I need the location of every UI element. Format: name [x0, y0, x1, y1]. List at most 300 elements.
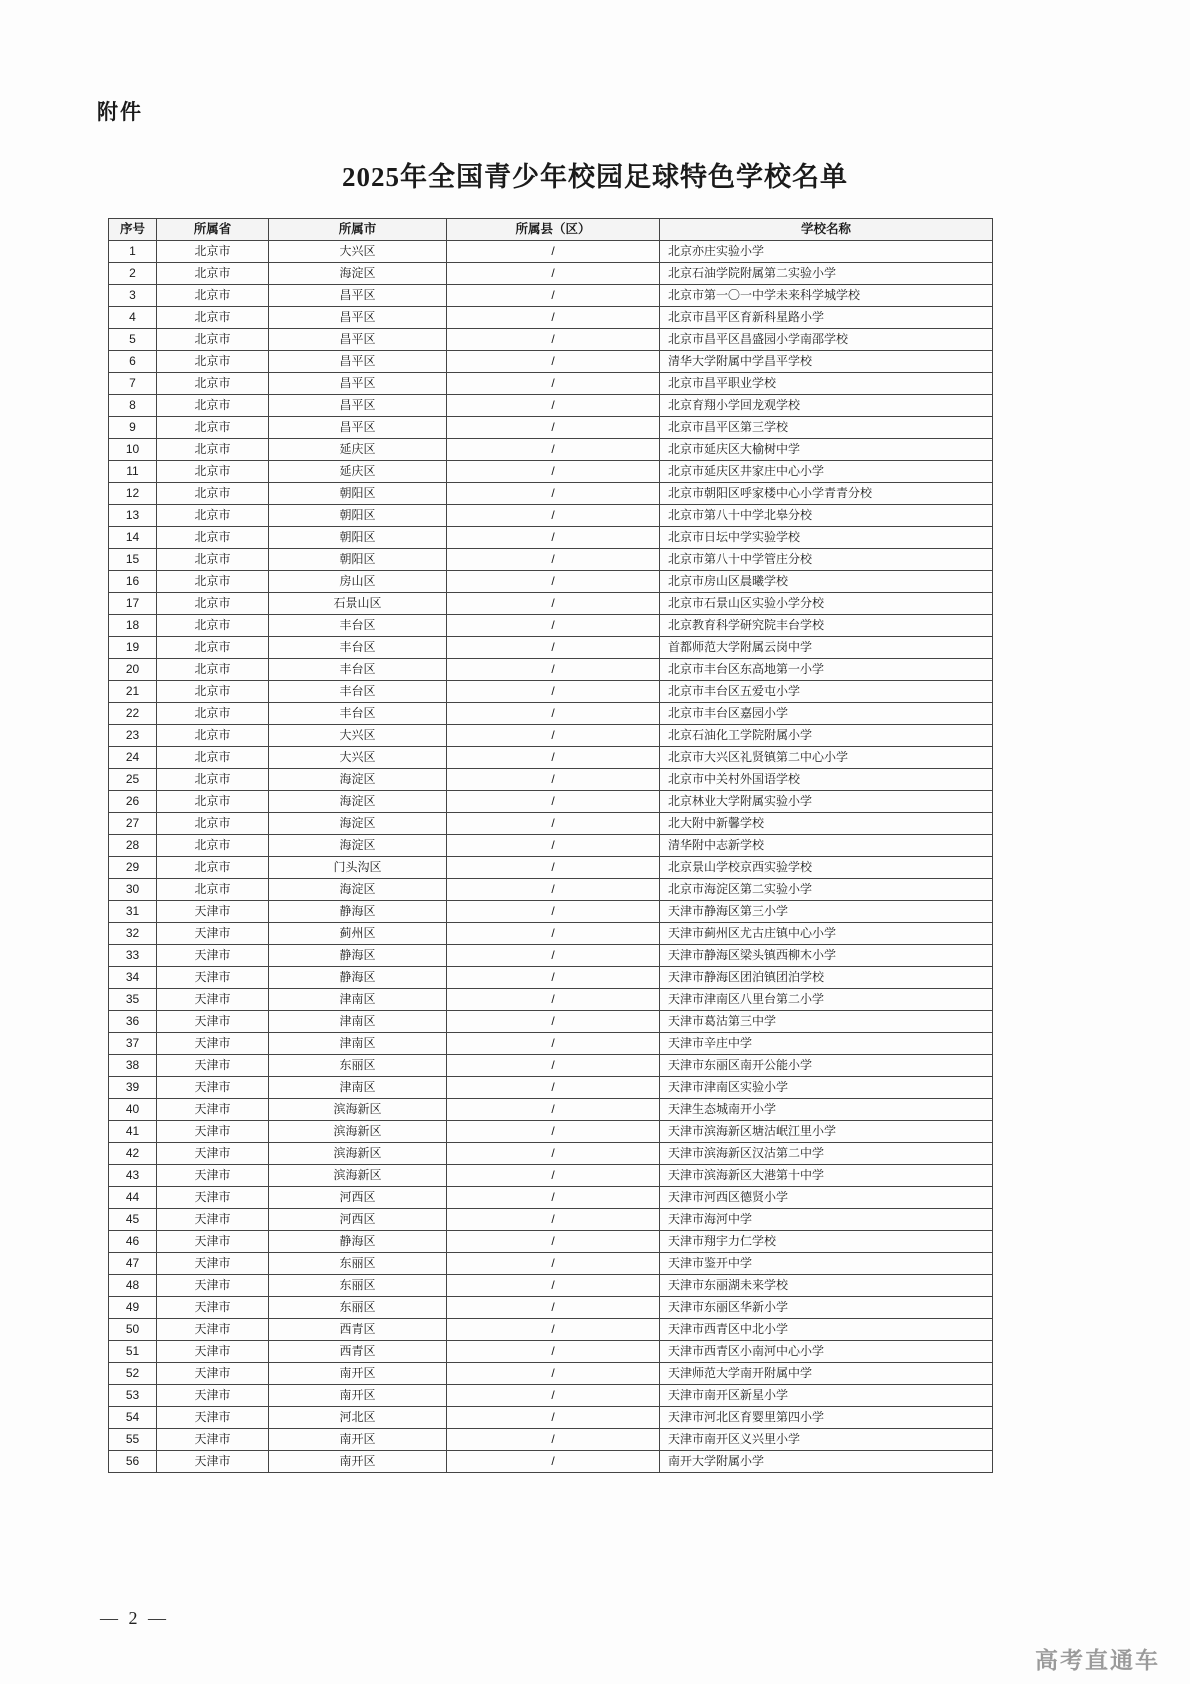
table-row	[109, 725, 993, 747]
row-index: 56	[109, 1451, 157, 1473]
school-name-cell: 天津师范大学南开附属中学	[660, 1363, 993, 1385]
province-cell: 天津市	[157, 967, 269, 989]
county-cell: /	[447, 395, 660, 417]
row-index: 26	[109, 791, 157, 813]
city-cell: 延庆区	[269, 439, 447, 461]
school-name-cell: 天津市静海区梁头镇西柳木小学	[660, 945, 993, 967]
county-cell: /	[447, 1319, 660, 1341]
province-cell: 北京市	[157, 769, 269, 791]
row-index: 16	[109, 571, 157, 593]
row-index: 42	[109, 1143, 157, 1165]
city-cell: 滨海新区	[269, 1165, 447, 1187]
row-index: 50	[109, 1319, 157, 1341]
province-cell: 北京市	[157, 813, 269, 835]
city-cell: 海淀区	[269, 791, 447, 813]
city-cell: 海淀区	[269, 769, 447, 791]
row-index: 34	[109, 967, 157, 989]
city-cell: 南开区	[269, 1385, 447, 1407]
row-index: 37	[109, 1033, 157, 1055]
city-cell: 海淀区	[269, 879, 447, 901]
page-title: 2025年全国青少年校园足球特色学校名单	[342, 162, 848, 192]
table-row	[109, 1143, 993, 1165]
row-index: 39	[109, 1077, 157, 1099]
school-name-cell: 北京市房山区晨曦学校	[660, 571, 993, 593]
school-table	[108, 218, 993, 1473]
row-index: 31	[109, 901, 157, 923]
province-cell: 天津市	[157, 1253, 269, 1275]
county-cell: /	[447, 439, 660, 461]
school-name-cell: 北京市日坛中学实验学校	[660, 527, 993, 549]
county-cell: /	[447, 307, 660, 329]
school-name-cell: 北京市石景山区实验小学分校	[660, 593, 993, 615]
city-cell: 昌平区	[269, 285, 447, 307]
county-cell: /	[447, 1429, 660, 1451]
school-name-cell: 北京市第一〇一中学未来科学城学校	[660, 285, 993, 307]
attachment-label: 附件	[97, 101, 143, 124]
county-cell: /	[447, 1275, 660, 1297]
county-cell: /	[447, 1385, 660, 1407]
county-cell: /	[447, 1099, 660, 1121]
table-row	[109, 1297, 993, 1319]
city-cell: 丰台区	[269, 637, 447, 659]
city-cell: 海淀区	[269, 835, 447, 857]
table-row	[109, 945, 993, 967]
city-cell: 河西区	[269, 1209, 447, 1231]
city-cell: 西青区	[269, 1319, 447, 1341]
city-cell: 东丽区	[269, 1275, 447, 1297]
county-cell: /	[447, 1451, 660, 1473]
county-cell: /	[447, 417, 660, 439]
school-name-cell: 北京市昌平区第三学校	[660, 417, 993, 439]
row-index: 3	[109, 285, 157, 307]
row-index: 19	[109, 637, 157, 659]
province-cell: 天津市	[157, 923, 269, 945]
row-index: 29	[109, 857, 157, 879]
county-cell: /	[447, 1231, 660, 1253]
school-name-cell: 南开大学附属小学	[660, 1451, 993, 1473]
county-cell: /	[447, 1187, 660, 1209]
page-number: — 2 —	[100, 1608, 169, 1628]
school-name-cell: 北京市昌平区育新科星路小学	[660, 307, 993, 329]
school-name-cell: 北京市丰台区五爱屯小学	[660, 681, 993, 703]
row-index: 46	[109, 1231, 157, 1253]
county-cell: /	[447, 835, 660, 857]
school-name-cell: 天津市西青区中北小学	[660, 1319, 993, 1341]
county-cell: /	[447, 285, 660, 307]
province-cell: 天津市	[157, 1407, 269, 1429]
row-index: 28	[109, 835, 157, 857]
school-name-cell: 天津市静海区团泊镇团泊学校	[660, 967, 993, 989]
school-name-cell: 天津市蓟州区尤古庄镇中心小学	[660, 923, 993, 945]
table-row	[109, 747, 993, 769]
school-name-cell: 北京市第八十中学管庄分校	[660, 549, 993, 571]
county-cell: /	[447, 703, 660, 725]
city-cell: 昌平区	[269, 329, 447, 351]
province-cell: 北京市	[157, 725, 269, 747]
county-cell: /	[447, 1121, 660, 1143]
row-index: 24	[109, 747, 157, 769]
county-cell: /	[447, 263, 660, 285]
school-name-cell: 天津市河西区德贤小学	[660, 1187, 993, 1209]
city-cell: 东丽区	[269, 1253, 447, 1275]
table-row	[109, 1099, 993, 1121]
school-name-cell: 首都师范大学附属云岗中学	[660, 637, 993, 659]
county-cell: /	[447, 747, 660, 769]
table-row	[109, 307, 993, 329]
row-index: 55	[109, 1429, 157, 1451]
table-row	[109, 1231, 993, 1253]
province-cell: 北京市	[157, 505, 269, 527]
school-name-cell: 北京市大兴区礼贤镇第二中心小学	[660, 747, 993, 769]
table-row	[109, 1407, 993, 1429]
city-cell: 丰台区	[269, 615, 447, 637]
province-cell: 北京市	[157, 835, 269, 857]
row-index: 23	[109, 725, 157, 747]
school-name-cell: 北京市丰台区东高地第一小学	[660, 659, 993, 681]
county-cell: /	[447, 659, 660, 681]
county-cell: /	[447, 1077, 660, 1099]
province-cell: 北京市	[157, 593, 269, 615]
county-cell: /	[447, 1341, 660, 1363]
city-cell: 静海区	[269, 967, 447, 989]
county-cell: /	[447, 351, 660, 373]
county-cell: /	[447, 373, 660, 395]
column-header-2: 所属市	[269, 219, 447, 241]
city-cell: 门头沟区	[269, 857, 447, 879]
province-cell: 天津市	[157, 1385, 269, 1407]
row-index: 52	[109, 1363, 157, 1385]
province-cell: 天津市	[157, 1363, 269, 1385]
column-header-4: 学校名称	[660, 219, 993, 241]
row-index: 1	[109, 241, 157, 263]
city-cell: 河北区	[269, 1407, 447, 1429]
province-cell: 北京市	[157, 395, 269, 417]
province-cell: 北京市	[157, 329, 269, 351]
province-cell: 北京市	[157, 681, 269, 703]
table-row	[109, 1055, 993, 1077]
province-cell: 北京市	[157, 791, 269, 813]
row-index: 41	[109, 1121, 157, 1143]
table-row	[109, 1011, 993, 1033]
county-cell: /	[447, 923, 660, 945]
county-cell: /	[447, 989, 660, 1011]
table-row	[109, 1341, 993, 1363]
row-index: 10	[109, 439, 157, 461]
province-cell: 北京市	[157, 351, 269, 373]
table-row	[109, 1385, 993, 1407]
table-row	[109, 263, 993, 285]
city-cell: 昌平区	[269, 307, 447, 329]
table-row	[109, 1363, 993, 1385]
row-index: 6	[109, 351, 157, 373]
table-row	[109, 417, 993, 439]
county-cell: /	[447, 769, 660, 791]
table-row	[109, 505, 993, 527]
row-index: 51	[109, 1341, 157, 1363]
county-cell: /	[447, 1297, 660, 1319]
school-name-cell: 北京石油学院附属第二实验小学	[660, 263, 993, 285]
province-cell: 天津市	[157, 1319, 269, 1341]
county-cell: /	[447, 879, 660, 901]
school-name-cell: 天津市东丽湖未来学校	[660, 1275, 993, 1297]
table-row	[109, 527, 993, 549]
county-cell: /	[447, 1143, 660, 1165]
row-index: 38	[109, 1055, 157, 1077]
county-cell: /	[447, 1253, 660, 1275]
school-name-cell: 北京育翔小学回龙观学校	[660, 395, 993, 417]
province-cell: 天津市	[157, 1341, 269, 1363]
province-cell: 北京市	[157, 461, 269, 483]
watermark-text: 高考直通车	[1035, 1647, 1160, 1673]
province-cell: 天津市	[157, 1099, 269, 1121]
table-row	[109, 791, 993, 813]
county-cell: /	[447, 945, 660, 967]
county-cell: /	[447, 1055, 660, 1077]
row-index: 9	[109, 417, 157, 439]
school-name-cell: 天津市辛庄中学	[660, 1033, 993, 1055]
city-cell: 津南区	[269, 1033, 447, 1055]
table-row	[109, 923, 993, 945]
county-cell: /	[447, 549, 660, 571]
row-index: 33	[109, 945, 157, 967]
city-cell: 海淀区	[269, 263, 447, 285]
school-name-cell: 天津市东丽区南开公能小学	[660, 1055, 993, 1077]
province-cell: 天津市	[157, 1231, 269, 1253]
province-cell: 天津市	[157, 901, 269, 923]
county-cell: /	[447, 791, 660, 813]
school-name-cell: 北大附中新馨学校	[660, 813, 993, 835]
city-cell: 东丽区	[269, 1297, 447, 1319]
row-index: 20	[109, 659, 157, 681]
province-cell: 天津市	[157, 1187, 269, 1209]
row-index: 12	[109, 483, 157, 505]
province-cell: 天津市	[157, 1165, 269, 1187]
province-cell: 北京市	[157, 527, 269, 549]
city-cell: 房山区	[269, 571, 447, 593]
table-row	[109, 329, 993, 351]
table-row	[109, 1121, 993, 1143]
county-cell: /	[447, 241, 660, 263]
city-cell: 南开区	[269, 1429, 447, 1451]
table-row	[109, 351, 993, 373]
table-row	[109, 1319, 993, 1341]
school-name-cell: 北京市朝阳区呼家楼中心小学青青分校	[660, 483, 993, 505]
row-index: 25	[109, 769, 157, 791]
table-row	[109, 285, 993, 307]
table-row	[109, 483, 993, 505]
school-name-cell: 北京市丰台区嘉园小学	[660, 703, 993, 725]
row-index: 27	[109, 813, 157, 835]
table-row	[109, 1209, 993, 1231]
table-row	[109, 769, 993, 791]
school-name-cell: 北京市昌平职业学校	[660, 373, 993, 395]
table-row	[109, 703, 993, 725]
province-cell: 北京市	[157, 439, 269, 461]
province-cell: 天津市	[157, 1055, 269, 1077]
province-cell: 北京市	[157, 417, 269, 439]
province-cell: 北京市	[157, 637, 269, 659]
row-index: 45	[109, 1209, 157, 1231]
province-cell: 北京市	[157, 307, 269, 329]
province-cell: 北京市	[157, 857, 269, 879]
city-cell: 丰台区	[269, 703, 447, 725]
row-index: 13	[109, 505, 157, 527]
school-name-cell: 天津市南开区义兴里小学	[660, 1429, 993, 1451]
row-index: 54	[109, 1407, 157, 1429]
city-cell: 昌平区	[269, 395, 447, 417]
school-name-cell: 天津市滨海新区大港第十中学	[660, 1165, 993, 1187]
province-cell: 北京市	[157, 241, 269, 263]
table-row	[109, 681, 993, 703]
province-cell: 北京市	[157, 659, 269, 681]
city-cell: 丰台区	[269, 681, 447, 703]
province-cell: 北京市	[157, 549, 269, 571]
province-cell: 北京市	[157, 615, 269, 637]
province-cell: 天津市	[157, 1033, 269, 1055]
row-index: 18	[109, 615, 157, 637]
city-cell: 津南区	[269, 1011, 447, 1033]
school-name-cell: 天津市静海区第三小学	[660, 901, 993, 923]
table-row	[109, 1429, 993, 1451]
province-cell: 北京市	[157, 483, 269, 505]
county-cell: /	[447, 483, 660, 505]
city-cell: 昌平区	[269, 373, 447, 395]
county-cell: /	[447, 901, 660, 923]
table-row	[109, 1275, 993, 1297]
table-row	[109, 1033, 993, 1055]
table-row	[109, 241, 993, 263]
school-name-cell: 清华大学附属中学昌平学校	[660, 351, 993, 373]
table-row	[109, 395, 993, 417]
city-cell: 朝阳区	[269, 527, 447, 549]
school-name-cell: 北京亦庄实验小学	[660, 241, 993, 263]
table-row	[109, 879, 993, 901]
table-row	[109, 901, 993, 923]
row-index: 48	[109, 1275, 157, 1297]
table-row	[109, 989, 993, 1011]
table-row	[109, 1077, 993, 1099]
province-cell: 天津市	[157, 1011, 269, 1033]
county-cell: /	[447, 593, 660, 615]
table-row	[109, 593, 993, 615]
school-name-cell: 北京市中关村外国语学校	[660, 769, 993, 791]
school-name-cell: 北京教育科学研究院丰台学校	[660, 615, 993, 637]
province-cell: 北京市	[157, 703, 269, 725]
county-cell: /	[447, 527, 660, 549]
county-cell: /	[447, 681, 660, 703]
city-cell: 滨海新区	[269, 1143, 447, 1165]
county-cell: /	[447, 813, 660, 835]
row-index: 4	[109, 307, 157, 329]
city-cell: 大兴区	[269, 241, 447, 263]
city-cell: 石景山区	[269, 593, 447, 615]
table-header-row	[109, 219, 993, 241]
province-cell: 天津市	[157, 1297, 269, 1319]
city-cell: 大兴区	[269, 725, 447, 747]
city-cell: 海淀区	[269, 813, 447, 835]
row-index: 8	[109, 395, 157, 417]
school-name-cell: 北京市延庆区大榆树中学	[660, 439, 993, 461]
row-index: 15	[109, 549, 157, 571]
school-name-cell: 天津市海河中学	[660, 1209, 993, 1231]
city-cell: 南开区	[269, 1363, 447, 1385]
county-cell: /	[447, 1407, 660, 1429]
city-cell: 河西区	[269, 1187, 447, 1209]
county-cell: /	[447, 571, 660, 593]
city-cell: 朝阳区	[269, 483, 447, 505]
table-row	[109, 813, 993, 835]
row-index: 2	[109, 263, 157, 285]
city-cell: 延庆区	[269, 461, 447, 483]
row-index: 40	[109, 1099, 157, 1121]
table-row	[109, 571, 993, 593]
school-name-cell: 天津市葛沽第三中学	[660, 1011, 993, 1033]
province-cell: 天津市	[157, 1077, 269, 1099]
table-row	[109, 857, 993, 879]
table-row	[109, 615, 993, 637]
city-cell: 大兴区	[269, 747, 447, 769]
city-cell: 静海区	[269, 945, 447, 967]
province-cell: 北京市	[157, 263, 269, 285]
city-cell: 静海区	[269, 901, 447, 923]
row-index: 11	[109, 461, 157, 483]
row-index: 43	[109, 1165, 157, 1187]
province-cell: 天津市	[157, 945, 269, 967]
school-table-body	[109, 241, 993, 1473]
row-index: 7	[109, 373, 157, 395]
county-cell: /	[447, 725, 660, 747]
school-name-cell: 天津市滨海新区汉沽第二中学	[660, 1143, 993, 1165]
table-row	[109, 1451, 993, 1473]
province-cell: 天津市	[157, 989, 269, 1011]
school-name-cell: 北京市海淀区第二实验小学	[660, 879, 993, 901]
city-cell: 静海区	[269, 1231, 447, 1253]
table-row	[109, 549, 993, 571]
county-cell: /	[447, 637, 660, 659]
school-name-cell: 天津市西青区小南河中心小学	[660, 1341, 993, 1363]
county-cell: /	[447, 1165, 660, 1187]
row-index: 17	[109, 593, 157, 615]
table-row	[109, 637, 993, 659]
row-index: 32	[109, 923, 157, 945]
city-cell: 朝阳区	[269, 505, 447, 527]
school-name-cell: 北京市昌平区昌盛园小学南邵学校	[660, 329, 993, 351]
school-name-cell: 天津市津南区八里台第二小学	[660, 989, 993, 1011]
county-cell: /	[447, 1363, 660, 1385]
city-cell: 昌平区	[269, 417, 447, 439]
table-row	[109, 461, 993, 483]
column-header-0: 序号	[109, 219, 157, 241]
table-row	[109, 967, 993, 989]
school-name-cell: 天津市河北区育婴里第四小学	[660, 1407, 993, 1429]
city-cell: 西青区	[269, 1341, 447, 1363]
school-name-cell: 天津市翔宇力仁学校	[660, 1231, 993, 1253]
table-row	[109, 659, 993, 681]
province-cell: 天津市	[157, 1429, 269, 1451]
county-cell: /	[447, 1011, 660, 1033]
school-name-cell: 北京市第八十中学北皋分校	[660, 505, 993, 527]
county-cell: /	[447, 857, 660, 879]
school-name-cell: 天津市鉴开中学	[660, 1253, 993, 1275]
table-row	[109, 373, 993, 395]
province-cell: 天津市	[157, 1451, 269, 1473]
school-name-cell: 天津市滨海新区塘沽岷江里小学	[660, 1121, 993, 1143]
row-index: 44	[109, 1187, 157, 1209]
column-header-3: 所属县（区）	[447, 219, 660, 241]
table-row	[109, 1165, 993, 1187]
school-name-cell: 清华附中志新学校	[660, 835, 993, 857]
city-cell: 昌平区	[269, 351, 447, 373]
